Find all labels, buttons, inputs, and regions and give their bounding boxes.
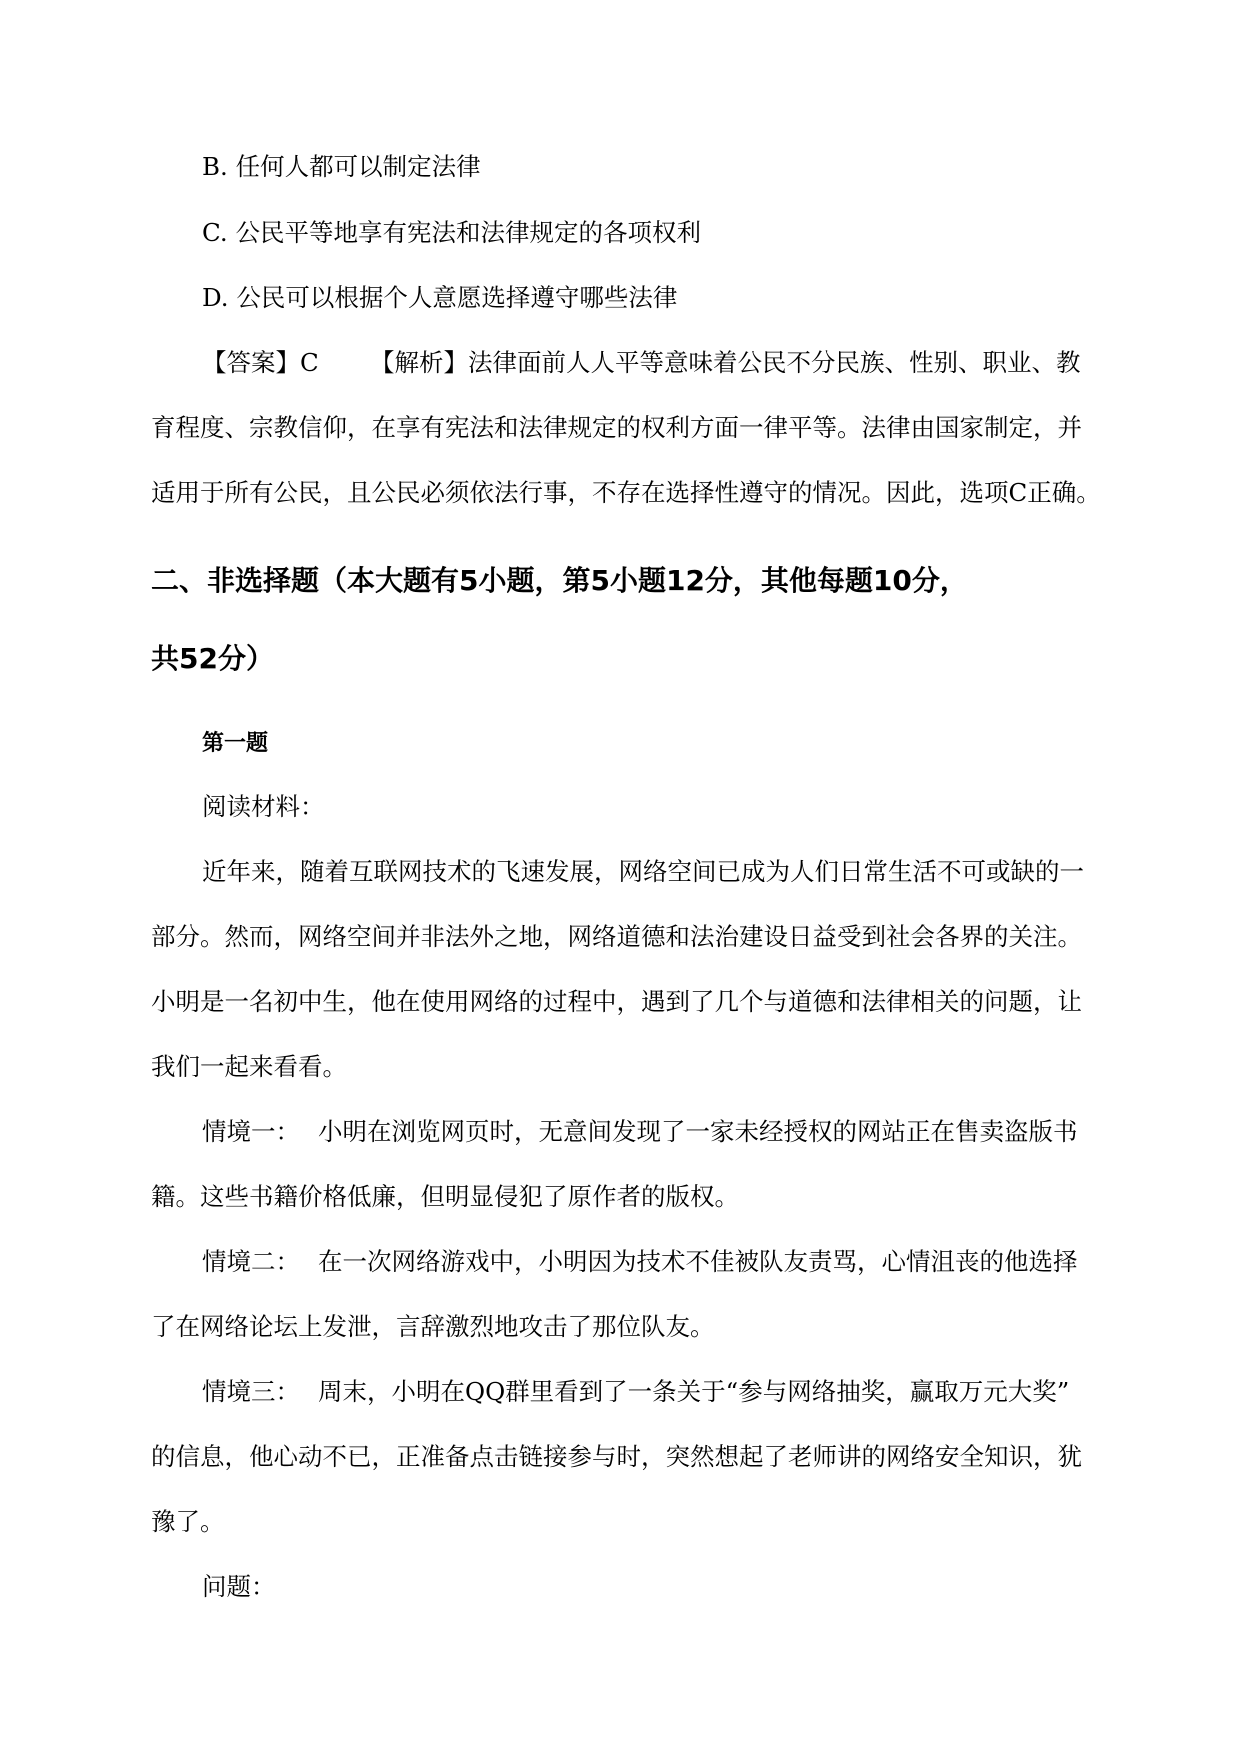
scenario-text: 了在网络论坛上发泄，言辞激烈地攻击了那位队友。 bbox=[151, 1312, 715, 1341]
analysis-line: 【解析】法律面前人人平等意味着公民不分民族、性别、职业、教 bbox=[370, 348, 1081, 377]
scenario-three bbox=[202, 1377, 1069, 1407]
scenario-text: 豫了。 bbox=[151, 1507, 225, 1536]
option-c: C. 公民平等地享有宪法和法律规定的各项权利 bbox=[202, 218, 701, 247]
section-title: 二、非选择题（本大题有5小题，第5小题12分，其他每题10分， bbox=[151, 564, 968, 597]
paragraph-line: 我们一起来看看。 bbox=[151, 1052, 347, 1081]
scenario-text: 在一次网络游戏中，小明因为技术不佳被队友责骂，心情沮丧的他选择 bbox=[318, 1247, 1078, 1276]
analysis-line: 育程度、宗教信仰，在享有宪法和法律规定的权利方面一律平等。法律由国家制定，并 bbox=[151, 413, 1082, 442]
scenario-two bbox=[202, 1247, 1078, 1277]
scenario-text: 小明在浏览网页时，无意间发现了一家未经授权的网站正在售卖盗版书 bbox=[318, 1117, 1078, 1146]
paragraph-line: 小明是一名初中生，他在使用网络的过程中，遇到了几个与道德和法律相关的问题，让 bbox=[151, 987, 1082, 1016]
scenario-label: 情境二： bbox=[202, 1247, 300, 1276]
question-prompt: 阅读材料： bbox=[202, 792, 325, 821]
paragraph-line: 部分。然而，网络空间并非法外之地，网络道德和法治建设日益受到社会各界的关注。 bbox=[151, 922, 1082, 951]
scenario-text: 的信息，他心动不已，正准备点击链接参与时，突然想起了老师讲的网络安全知识，犹 bbox=[151, 1442, 1082, 1471]
option-b: B. 任何人都可以制定法律 bbox=[202, 152, 481, 181]
option-d: D. 公民可以根据个人意愿选择遵守哪些法律 bbox=[202, 283, 678, 312]
paragraph-line: 近年来，随着互联网技术的飞速发展，网络空间已成为人们日常生活不可或缺的一 bbox=[202, 857, 1084, 886]
scenario-label: 情境一： bbox=[202, 1117, 300, 1146]
scenario-text: 周末，小明在QQ群里看到了一条关于“参与网络抽奖，赢取万元大奖” bbox=[318, 1377, 1070, 1406]
answer-label: 【答案】C bbox=[202, 348, 319, 377]
scenario-one bbox=[202, 1117, 1078, 1147]
question-label: 问题： bbox=[202, 1572, 276, 1601]
question-title: 第一题 bbox=[202, 731, 269, 756]
answer-row bbox=[202, 348, 1081, 378]
scenario-label: 情境三： bbox=[202, 1377, 300, 1406]
scenario-text: 籍。这些书籍价格低廉，但明显侵犯了原作者的版权。 bbox=[151, 1182, 739, 1211]
section-title: 共52分） bbox=[151, 642, 274, 675]
analysis-line: 适用于所有公民，且公民必须依法行事，不存在选择性遵守的情况。因此，选项C正确。 bbox=[151, 478, 1101, 507]
